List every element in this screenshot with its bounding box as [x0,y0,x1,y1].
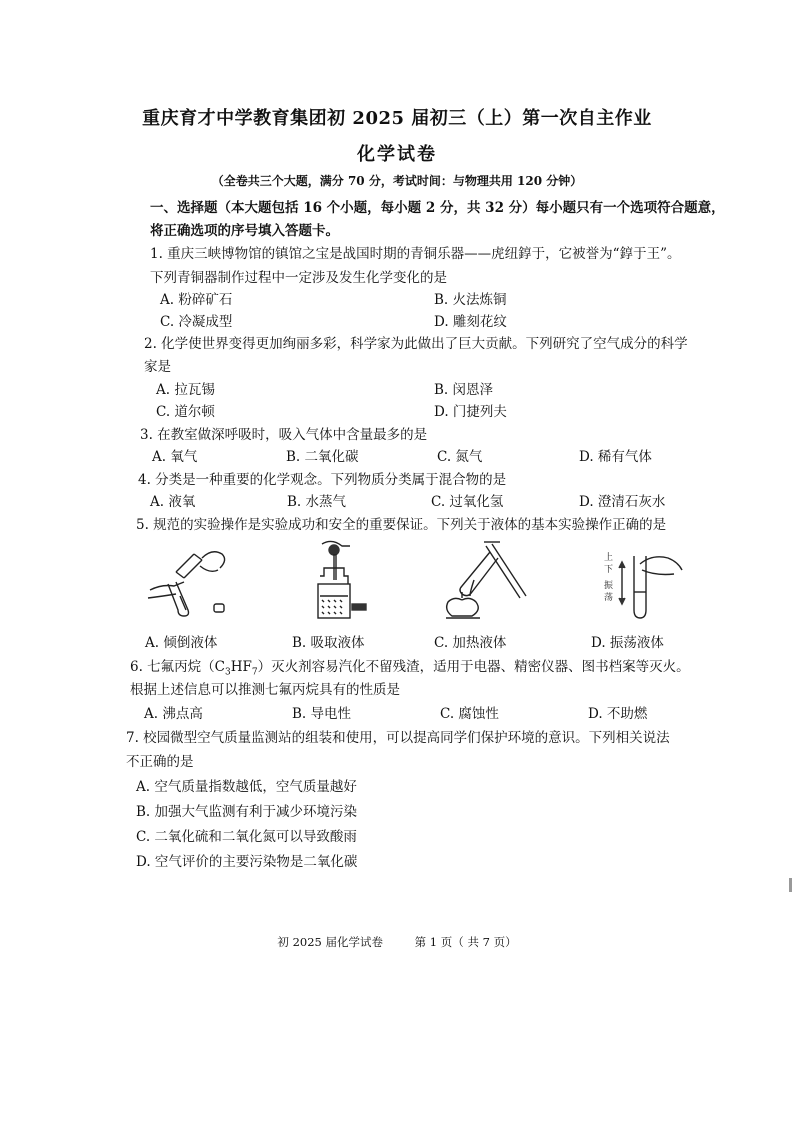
q1-option-b: B. 火法炼铜 [434,292,507,308]
q3-option-a: A. 氧气 [152,449,198,465]
q4-option-a: A. 液氧 [150,494,196,510]
q4-option-c: C. 过氧化氢 [431,494,504,510]
q3-stem: 3. 在教室做深呼吸时，吸入气体中含量最多的是 [140,427,428,443]
q5-option-a: A. 倾倒液体 [145,635,218,651]
q6-stem-line2: 根据上述信息可以推测七氟丙烷具有的性质是 [130,682,400,698]
q1-stem-line1: 1. 重庆三峡博物馆的镇馆之宝是战国时期的青铜乐器——虎纽錞于，它被誉为“錞于王”。 [150,246,681,262]
q3-option-d: D. 稀有气体 [579,449,652,465]
q2-stem-line1: 2. 化学使世界变得更加绚丽多彩，科学家为此做出了巨大贡献。下列研究了空气成分的科学 [144,336,688,352]
section-instruction: 将正确选项的序号填入答题卡。 [150,223,339,239]
q1-stem-line2: 下列青铜器制作过程中一定涉及发生化学变化的是 [150,270,447,286]
q4-stem: 4. 分类是一种重要的化学观念。下列物质分类属于混合物的是 [138,472,507,488]
q1-option-c: C. 冷凝成型 [160,314,233,330]
q7-option-a: A. 空气质量指数越低，空气质量越好 [136,779,357,795]
q2-option-a: A. 拉瓦锡 [156,382,215,398]
q7-option-d: D. 空气评价的主要污染物是二氧化碳 [136,854,358,870]
q1-option-d: D. 雕刻花纹 [434,314,507,330]
q7-stem-line2: 不正确的是 [126,754,194,770]
q2-option-d: D. 门捷列夫 [434,404,507,420]
q7-stem-line1: 7. 校园微型空气质量监测站的组装和使用，可以提高同学们保护环境的意识。下列相关说法 [126,730,670,746]
exam-title: 重庆育才中学教育集团初 2025 届初三（上）第一次自主作业 [142,108,652,129]
q6-option-a: A. 沸点高 [144,706,203,722]
footer-exam-name: 初 2025 届化学试卷 [277,935,383,949]
q7-option-b: B. 加强大气监测有利于减少环境污染 [136,804,358,820]
label-up: 上 [604,553,614,563]
q5-stem: 5. 规范的实验操作是实验成功和安全的重要保证。下列关于液体的基本实验操作正确的是 [136,517,667,533]
q3-option-c: C. 氮气 [437,449,483,465]
page-footer [0,934,794,950]
q6-option-d: D. 不助燃 [588,706,648,722]
q5-option-d: D. 振荡液体 [591,635,664,651]
figure-pouring-liquid [140,540,250,620]
q2-option-b: B. 闵恩泽 [434,382,494,398]
figure-drawing-liquid [300,540,390,620]
footer-page-number: 第 1 页（ 共 7 页） [414,935,517,949]
q6-option-c: C. 腐蚀性 [440,706,499,722]
scan-mark [789,878,792,892]
exam-note: （全卷共三个大题，满分 70 分，考试时间：与物理共用 120 分钟） [211,174,583,188]
label-shake2: 荡 [604,593,614,603]
q7-option-c: C. 二氧化硫和二氧化氮可以导致酸雨 [136,829,357,845]
q5-option-b: B. 吸取液体 [292,635,365,651]
stopper-icon [214,604,224,612]
label-down: 下 [604,565,614,575]
label-shake1: 振 [604,581,614,591]
exam-subject: 化学试卷 [357,144,437,165]
figure-shaking-liquid [590,540,690,620]
q6-option-b: B. 导电性 [292,706,352,722]
q4-option-d: D. 澄清石灰水 [579,494,666,510]
q4-option-b: B. 水蒸气 [287,494,347,510]
section-heading: 一、选择题（本大题包括 16 个小题，每小题 2 分，共 32 分）每小题只有一个选项符合题意， [150,200,725,216]
q2-option-c: C. 道尔顿 [156,404,215,420]
q6-stem-line1: 6. 七氟丙烷$(C_3HF_7)$灭火剂容易汽化不留残渣，适用于电器、精密仪器、图书档案等灭火。 [130,659,690,678]
q2-stem-line2: 家是 [144,359,171,375]
figure-heating-liquid [440,540,550,620]
q3-option-b: B. 二氧化碳 [286,449,359,465]
q1-option-a: A. 粉碎矿石 [160,292,233,308]
q5-option-c: C. 加热液体 [434,635,507,651]
